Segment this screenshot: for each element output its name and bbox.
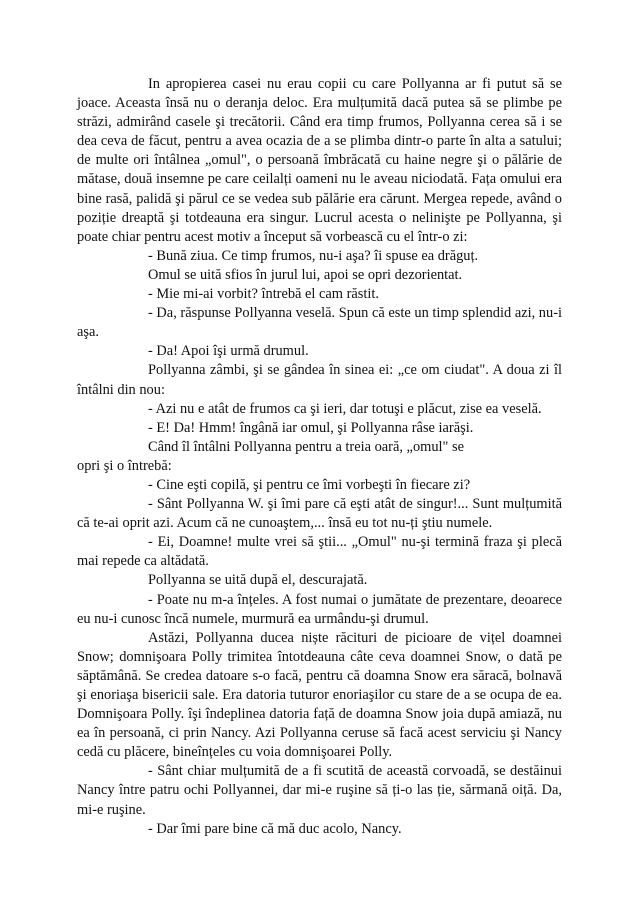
paragraph-narration: Pollyanna se uită după el, descurajată. [148, 572, 368, 589]
paragraph-dialogue: - Poate nu m-a înțeles. A fost numai o jumătate de prezentare, deoarece eu nu-i cunosc încă numele, murmură ea urmându-şi drumul. [77, 591, 562, 627]
paragraph-narration: Omul se uită sfios în jurul lui, apoi se opri dezorientat. [148, 266, 463, 283]
paragraph-dialogue: - Mie mi-ai vorbit? întrebă el cam răstit. [148, 286, 379, 303]
paragraph-dialogue: - Dar îmi pare bine că mă duc acolo, Nancy. [148, 820, 402, 837]
paragraph-dialogue: - Sânt chiar mulțumită de a fi scutită de această corvoadă, se destăinui Nancy între patru ochi Pollyannei, dar mi-e ruşine să ți-o las ție, sărmană oiță. Da, mi-e ruşine. [77, 763, 562, 818]
paragraph-dialogue: - Da, răspunse Pollyanna veselă. Spun că este un timp splendid azi, nu-i aşa. [77, 305, 562, 341]
paragraph-dialogue: - Azi nu e atât de frumos ca şi ieri, dar totuşi e plăcut, zise ea veselă. [148, 400, 542, 417]
paragraph-intro: In apropierea casei nu erau copii cu care Pollyanna ar fi putut să se joace. Aceasta însă nu o deranja deloc. Era mulțumită dacă putea să se plimbe pe străzi, admirând casele şi trecătorii. Când era timp frumos, Pollyanna cerea să i se dea ceva de făcut, pentru a avea ocazia de a se plimba dintr-o parte în alta a satului; de multe ori întâlnea „omul", o persoană îmbrăcată cu haine negre şi o pălărie de mătase, două insemne pe care ceilalți oameni nu le aveau niciodată. Fața omului era bine rasă, palidă şi părul ce se vedea sub pălărie era cărunt. Mergea repede, având o poziție dreaptă şi totdeauna era singur. Lucrul acesta o nelinişte pe Pollyanna, şi poate chiar pentru acest motiv a început să vorbească cu el într-o zi: [77, 76, 562, 245]
paragraph-dialogue: - Ei, Doamne! multe vrei să ştii... „Omul" nu-şi termină fraza şi plecă mai repede ca altădată. [77, 534, 562, 570]
paragraph-dialogue: - Da! Apoi îşi urmă drumul. [148, 343, 309, 360]
paragraph-narration-continued: opri şi o întrebă: [77, 457, 172, 474]
paragraph-dialogue: - Sânt Pollyanna W. şi îmi pare că eşti atât de singur!... Sunt mulțumită că te-ai oprit azi. Acum că ne cunoaştem,... însă eu tot nu-ți ştiu numele. [77, 496, 562, 532]
paragraph-narration: Când îl întâlni Pollyanna pentru a treia oară, „omul" se [148, 438, 464, 455]
document-page [77, 75, 562, 839]
paragraph-dialogue: - Cine eşti copilă, şi pentru ce îmi vorbeşti în fiecare zi? [148, 476, 471, 493]
paragraph-dialogue: - Bună ziua. Ce timp frumos, nu-i aşa? îi spuse ea drăguț. [148, 247, 479, 264]
paragraph-narration: Astăzi, Pollyanna ducea niște răcituri de picioare de vițel doamnei Snow; domnişoara Polly trimitea întotdeauna câte ceva doamnei Snow, o dată pe săptămână. Se credea datoare s-o facă, pentru că doamna Snow era săracă, bolnavă şi enoriaşa bisericii sale. Era datoria tuturor enoriaşilor cu stare de a se ocupa de ea. Domnişoara Polly. îşi îndeplinea datoria față de doamna Snow joia după amiază, nu ea în persoană, ci prin Nancy. Azi Pollyanna ceruse să facă acest serviciu şi Nancy cedă cu plăcere, bineînțeles cu voia domnişoarei Polly. [77, 629, 562, 761]
paragraph-narration: Pollyanna zâmbi, şi se gândea în sinea ei: „ce om ciudat". A doua zi îl întâlni din nou: [77, 362, 562, 398]
paragraph-dialogue: - E! Da! Hmm! îngână iar omul, şi Pollyanna râse iarăşi. [148, 419, 474, 436]
